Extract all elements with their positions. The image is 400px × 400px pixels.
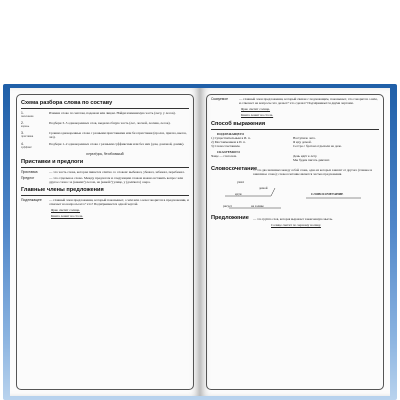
list-item: Наступило лето. [293,135,316,140]
term-description: — это часть слова, которая пишется слитно со словом: выбежал, убежал, забежал, перебежал. [49,169,185,174]
phrase-definition: — это два значимых между собой слова, одно из которых зависит от другого (главное и зависимое слово); словосочетание является частью предложения. [253,168,373,177]
example-sentence: Книга лежит на столе. [241,113,274,118]
example-sentence: Ярко светит солнце. [51,208,81,213]
list-item: День идёт к лету. [293,153,318,158]
step-marker [21,131,49,139]
definition-row [21,176,189,184]
diagram-label: СЛОВОСОЧЕТАНИЕ [311,192,344,197]
diagram-word: на заливе [251,204,264,209]
list-item: 3) Словосочетанием. [211,143,241,148]
term-description: — главный член предложения, который показывает, о чём или о ком говорится в предложении, и отвечает на вопросы кто? что? Подчёркивается одной чертой. [49,198,189,207]
example-sentence: Книга лежит на столе. [51,214,84,219]
step-description: Измени слово по числам, падежам или лицам. Найди изменяемую часть (лесу, у лесов). [49,111,176,115]
definition-row [21,170,189,174]
divider [21,195,189,196]
morpheme-label: приставка [21,135,34,139]
step-marker [21,111,49,119]
divider [21,167,189,168]
section-title-sentence: Предложение [211,215,249,222]
step-description: Подбери 3–5 однокоренных слов, выдели общую часть (лес, лесной, лесник, лесок). [49,121,171,126]
analysis-step [21,121,189,129]
analysis-step [21,131,189,139]
section-title-main-members: Главные члены предложения [21,187,104,194]
section-title-prefix-preposition: Приставки и предлоги [21,158,84,165]
diagram-word: идти [235,192,242,197]
term-description: — главный член предложения, который связан с подлежащим, показывает, что говорится о нём, и отвечает на вопросы что делает? что сделал? Подчёркивается двумя чертами. [239,97,378,106]
step-number: 1. [21,111,24,115]
right-page [200,88,390,396]
divider [21,108,189,109]
diagram-word: рисует [223,204,233,209]
morpheme-label: суффикс [21,145,32,149]
sentence-definition: — это группа слов, которая выражает законченную мысль. [253,217,333,222]
predicate-subtitle: СКАЗУЕМОГО [217,149,240,154]
right-page-frame [206,94,384,390]
analysis-step [21,111,189,119]
section-title-word-analysis: Схема разбора слова по составу [21,100,113,106]
subject-expression-list [211,136,379,148]
list-item: Я иду домой. [293,139,312,144]
section-title-phrase: Словосочетание [211,166,258,173]
term-label: Приставка [21,169,38,174]
term-label: Сказуемое [211,97,229,101]
step-description: Сравни однокоренные слова с разными приставками или без приставки (пролаз, прилаз, вылаз, лаз). [49,131,187,140]
morpheme-label: окончание [21,115,34,119]
example-sentence: Солнце светит по черному носику. [271,223,321,228]
section-title-expression: Способ выражения [211,120,266,127]
diagram-word: домой [259,186,268,191]
example-sentence: Ярко светит солнце. [241,107,271,112]
example-text: перелёдок, безоблачный [86,151,124,156]
divider [211,129,379,130]
step-marker [21,121,49,129]
term-description: — это отдельное слово. Между предлогом и следующим словом можно вставить вопрос или другое слово: за (каким?) лесом, на (какой?) улице, у (далёкого) озера. [49,175,183,184]
list-item: 1) Существительным в И. п. [211,135,251,140]
definition-row [21,198,189,206]
diagram-word: ушёл [237,180,245,185]
diagram-arrows [211,178,389,212]
list-item: Чаще — глаголом. [211,153,237,158]
predicate-expression-list [211,154,379,162]
main-members-rows [21,198,189,206]
term-label: Предлог [21,175,35,180]
prefix-preposition-rows [21,170,189,184]
step-number: 3. [21,131,24,136]
step-marker [21,142,49,150]
term-label: Подлежащее [21,198,42,203]
analysis-steps [21,111,189,150]
step-description: Подбери 1–2 однокоренных слова с разными суффиксами или без них (дом, домовой, домик). [49,141,185,146]
list-item: Сестра с братом отдыхали на даче. [293,143,342,148]
definition-row [211,97,379,105]
analysis-step [21,142,189,150]
list-item: Мы будем писать диктант. [293,157,330,162]
predicate-rows [211,97,379,105]
list-item: 2) Местоимением в И. п. [211,139,246,144]
step-number: 2. [21,121,24,126]
subject-subtitle: ПОДЛЕЖАЩЕГО [217,131,245,136]
step-number: 4. [21,141,24,146]
left-page-frame [16,94,194,390]
phrase-diagram [211,178,379,212]
left-page [10,88,200,396]
example-words [21,152,189,156]
morpheme-label: корень [21,125,30,129]
